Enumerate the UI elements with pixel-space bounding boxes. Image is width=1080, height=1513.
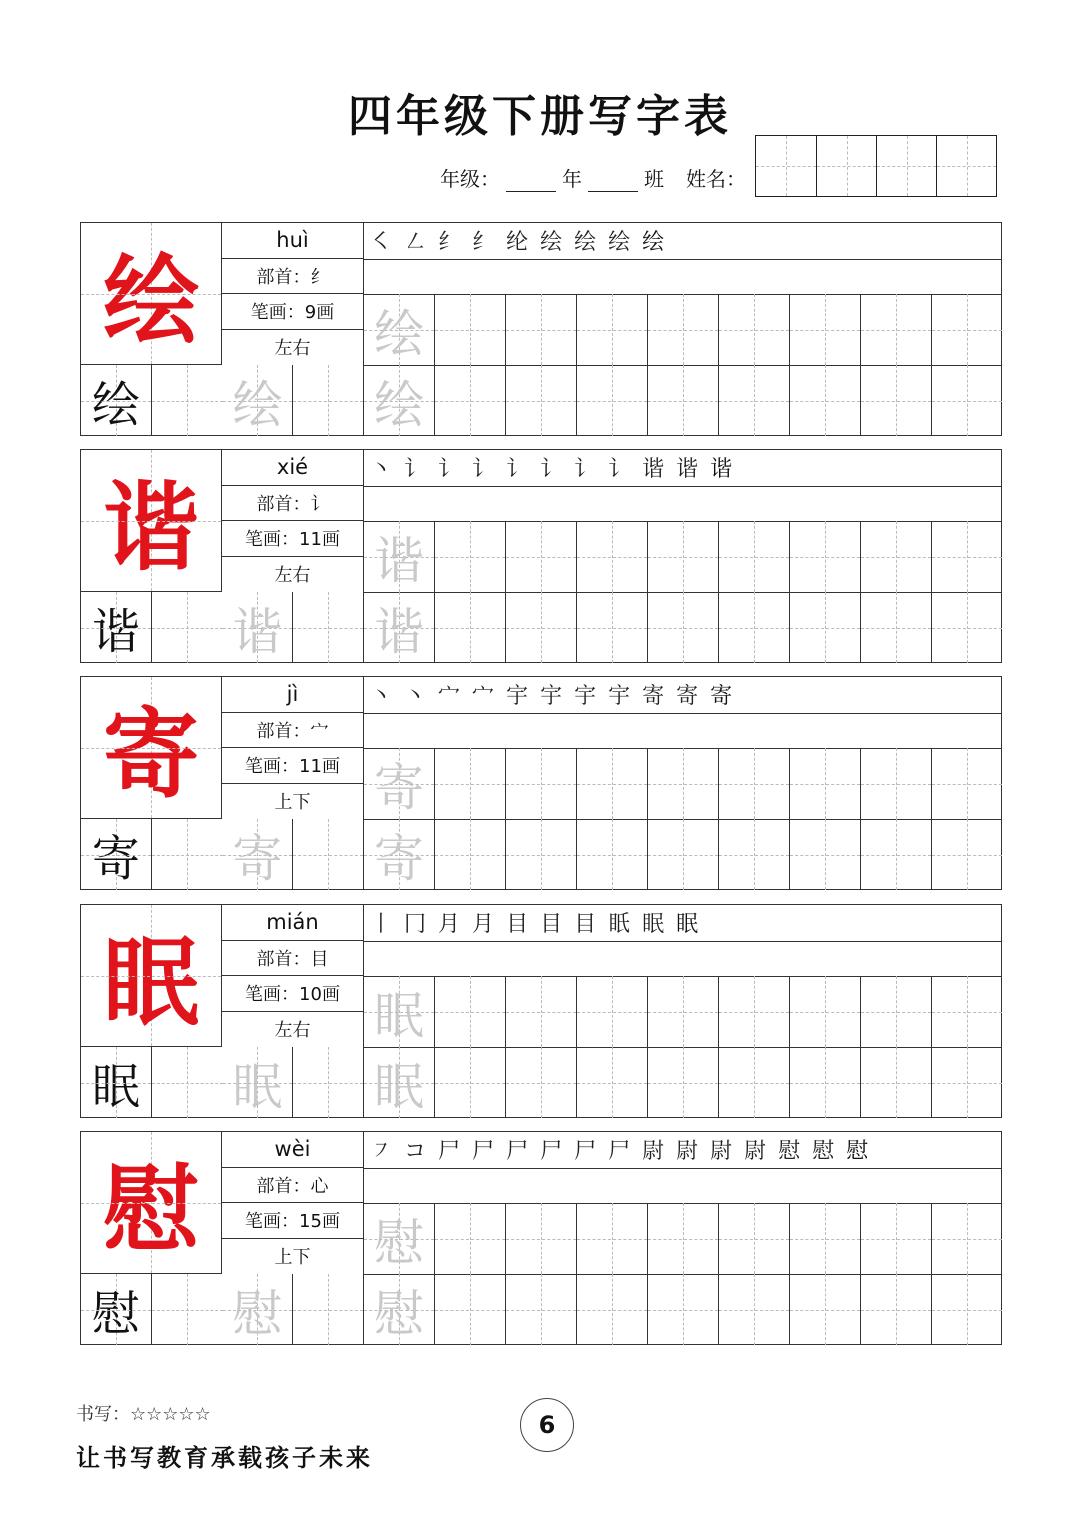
character-block: [80, 222, 1002, 436]
model-character: 慰: [103, 1154, 199, 1266]
practice-cell[interactable]: [293, 592, 364, 663]
practice-cell[interactable]: [364, 365, 435, 436]
trace-character: 寄: [374, 829, 424, 888]
practice-cell[interactable]: [648, 592, 719, 663]
character-info: [222, 450, 364, 592]
radical: 部首：宀: [222, 713, 363, 749]
stroke-step: ㇛: [370, 230, 393, 256]
practice-cell[interactable]: [790, 365, 861, 436]
stroke-step: 谐: [676, 457, 699, 483]
model-row: [81, 819, 364, 890]
character-info: [222, 1132, 364, 1274]
model-character-box: [81, 223, 222, 365]
stroke-step: 眂: [608, 912, 631, 938]
student-info-line: [440, 160, 746, 192]
practice-cell[interactable]: [790, 1203, 861, 1274]
stroke-step: 讠: [472, 457, 495, 483]
practice-cell[interactable]: [861, 1203, 932, 1274]
writing-rating: 书写：☆☆☆☆☆: [76, 1404, 211, 1425]
practice-cell[interactable]: [506, 1047, 577, 1118]
blank-line[interactable]: [364, 713, 1001, 750]
practice-cell[interactable]: [719, 748, 790, 819]
stroke-step: 眠: [676, 912, 699, 938]
practice-cell[interactable]: [932, 1274, 1002, 1345]
stroke-count: 笔画：9画: [222, 294, 363, 330]
pinyin: xié: [222, 450, 363, 486]
practice-cell[interactable]: [861, 365, 932, 436]
practice-cell[interactable]: [435, 1203, 506, 1274]
trace-character: 眠: [232, 1057, 283, 1116]
practice-cell[interactable]: [223, 365, 294, 436]
practice-row: [364, 521, 1001, 593]
trace-character: 慰: [374, 1213, 424, 1272]
stroke-step: 纶: [506, 230, 529, 256]
practice-cell[interactable]: [506, 592, 577, 663]
stroke-step: 尸: [540, 1139, 563, 1165]
practice-row: [364, 748, 1001, 820]
practice-cell[interactable]: [932, 592, 1002, 663]
stroke-step: 讠: [608, 457, 631, 483]
stroke-step: 尸: [608, 1139, 631, 1165]
model-character-box: [81, 1132, 222, 1274]
stroke-step: 谐: [710, 457, 733, 483]
practice-cell[interactable]: [506, 365, 577, 436]
practice-cell[interactable]: [293, 1047, 364, 1118]
blank-line[interactable]: [364, 486, 1001, 523]
stroke-step: 慰: [846, 1139, 869, 1165]
model-character-box: [81, 905, 222, 1047]
practice-cell[interactable]: [719, 294, 790, 365]
stroke-step: 讠: [404, 457, 427, 483]
small-model-cell: [81, 819, 152, 890]
practice-cell[interactable]: [719, 1203, 790, 1274]
small-model-cell: [81, 592, 152, 663]
practice-cell[interactable]: [790, 976, 861, 1047]
character-block: [80, 904, 1002, 1118]
stroke-step: 丶: [404, 684, 427, 710]
practice-cell[interactable]: [577, 1203, 648, 1274]
practice-cell[interactable]: [719, 1274, 790, 1345]
practice-cell[interactable]: [293, 365, 364, 436]
practice-cell[interactable]: [435, 365, 506, 436]
stroke-step: 绘: [642, 230, 665, 256]
trace-character: 谐: [374, 531, 424, 590]
practice-cell[interactable]: [364, 819, 435, 890]
practice-cell[interactable]: [506, 976, 577, 1047]
stroke-step: 宇: [506, 684, 529, 710]
practice-row: [364, 1274, 1001, 1345]
practice-cell[interactable]: [364, 521, 435, 592]
practice-row: [364, 1047, 1001, 1118]
practice-cell[interactable]: [223, 592, 294, 663]
character-block: [80, 1131, 1002, 1345]
small-model-character: 绘: [91, 377, 140, 433]
practice-cell[interactable]: [648, 819, 719, 890]
practice-cell[interactable]: [435, 521, 506, 592]
stroke-step: 宀: [438, 684, 461, 710]
practice-cell[interactable]: [435, 748, 506, 819]
stroke-step: 寄: [642, 684, 665, 710]
stroke-step: 冂: [404, 912, 427, 938]
radical: 部首：纟: [222, 259, 363, 295]
stroke-step: 讠: [540, 457, 563, 483]
practice-cell[interactable]: [435, 1047, 506, 1118]
model-row: [81, 592, 364, 663]
stroke-count: 笔画：11画: [222, 748, 363, 784]
practice-cell[interactable]: [648, 294, 719, 365]
practice-cell[interactable]: [790, 592, 861, 663]
stroke-step: 宇: [608, 684, 631, 710]
trace-character: 寄: [374, 758, 424, 817]
year-label: 年: [562, 167, 582, 191]
practice-cell[interactable]: [861, 294, 932, 365]
practice-cell[interactable]: [719, 365, 790, 436]
small-model-character: 眠: [91, 1059, 140, 1115]
radical: 部首：讠: [222, 486, 363, 522]
practice-cell[interactable]: [861, 1274, 932, 1345]
model-character: 谐: [103, 472, 199, 584]
stroke-step: ㇜: [404, 230, 427, 256]
structure: 上下: [274, 1247, 311, 1269]
blank-line[interactable]: [364, 1168, 1001, 1205]
stroke-step: 丶: [370, 684, 393, 710]
practice-cell[interactable]: [790, 1047, 861, 1118]
name-cell[interactable]: [936, 136, 996, 196]
practice-cell[interactable]: [223, 1047, 294, 1118]
trace-character: 绘: [374, 304, 424, 363]
practice-row: [364, 819, 1001, 890]
practice-cell[interactable]: [932, 294, 1002, 365]
practice-cell[interactable]: [719, 819, 790, 890]
practice-cell[interactable]: [790, 819, 861, 890]
stroke-step: 眠: [642, 912, 665, 938]
small-model-cell: [81, 1047, 152, 1118]
practice-cell[interactable]: [932, 1203, 1002, 1274]
practice-cell[interactable]: [790, 294, 861, 365]
practice-cell[interactable]: [648, 1047, 719, 1118]
class-blank[interactable]: [588, 169, 638, 192]
practice-cell[interactable]: [364, 294, 435, 365]
stroke-step: 绘: [574, 230, 597, 256]
practice-row: [364, 1203, 1001, 1275]
stroke-step: 讠: [574, 457, 597, 483]
small-model-character: 慰: [91, 1286, 140, 1342]
radical: 部首：目: [222, 941, 363, 977]
practice-cell[interactable]: [435, 592, 506, 663]
stroke-order: [364, 677, 1001, 714]
practice-cell[interactable]: [577, 976, 648, 1047]
practice-cell[interactable]: [577, 1274, 648, 1345]
practice-cell[interactable]: [719, 521, 790, 592]
radical: 部首：心: [222, 1168, 363, 1204]
practice-cell[interactable]: [506, 1203, 577, 1274]
practice-cell[interactable]: [506, 819, 577, 890]
stroke-step: 纟: [472, 230, 495, 256]
stroke-step: 尸: [472, 1139, 495, 1165]
model-character: 眠: [103, 927, 199, 1039]
stroke-step: 慰: [778, 1139, 801, 1165]
character-info: [222, 223, 364, 365]
stroke-step: 尸: [438, 1139, 461, 1165]
practice-cell[interactable]: [719, 1047, 790, 1118]
practice-cell[interactable]: [719, 592, 790, 663]
practice-cell[interactable]: [577, 748, 648, 819]
practice-cell[interactable]: [223, 819, 294, 890]
practice-cell[interactable]: [293, 1274, 364, 1345]
practice-cell[interactable]: [932, 1047, 1002, 1118]
stroke-order: [364, 1132, 1001, 1169]
stroke-step: 丶: [370, 457, 393, 483]
practice-cell[interactable]: [648, 521, 719, 592]
model-character: 绘: [103, 245, 199, 357]
stroke-step: 尸: [506, 1139, 529, 1165]
stroke-step: 宇: [540, 684, 563, 710]
trace-character: 眠: [374, 1057, 424, 1116]
practice-cell[interactable]: [364, 1203, 435, 1274]
trace-character: 绘: [232, 375, 283, 434]
class-label: 班: [644, 167, 664, 191]
grade-blank[interactable]: [506, 169, 556, 192]
stroke-step: 宇: [574, 684, 597, 710]
structure: 上下: [274, 792, 311, 814]
stroke-order: [364, 905, 1001, 942]
name-cell[interactable]: [876, 136, 936, 196]
stroke-count: 笔画：15画: [222, 1203, 363, 1239]
structure: 左右: [274, 565, 311, 587]
practice-cell[interactable]: [648, 1203, 719, 1274]
trace-character: 谐: [232, 602, 283, 661]
pinyin: wèi: [222, 1132, 363, 1168]
practice-cell[interactable]: [364, 976, 435, 1047]
trace-character: 寄: [232, 829, 283, 888]
practice-cell[interactable]: [506, 294, 577, 365]
stroke-step: 寄: [710, 684, 733, 710]
stroke-step: 月: [472, 912, 495, 938]
practice-cell[interactable]: [152, 1274, 223, 1345]
practice-cell[interactable]: [577, 521, 648, 592]
small-model-cell: [81, 1274, 152, 1345]
stroke-step: 目: [506, 912, 529, 938]
stroke-step: 尉: [710, 1139, 733, 1165]
practice-cell[interactable]: [435, 976, 506, 1047]
pinyin: huì: [222, 223, 363, 259]
page-title: 四年级下册写字表: [348, 91, 732, 142]
model-row: [81, 1047, 364, 1118]
stroke-order: [364, 450, 1001, 487]
practice-row: [364, 294, 1001, 366]
model-row: [81, 365, 364, 436]
stroke-step: 讠: [506, 457, 529, 483]
practice-row: [364, 365, 1001, 436]
page-number: 6: [520, 1398, 574, 1452]
small-model-cell: [81, 365, 152, 436]
stroke-count: 笔画：11画: [222, 521, 363, 557]
stroke-step: 尉: [676, 1139, 699, 1165]
structure: 左右: [274, 1020, 311, 1042]
stroke-step: 目: [574, 912, 597, 938]
practice-cell[interactable]: [152, 1047, 223, 1118]
practice-cell[interactable]: [152, 365, 223, 436]
blank-line[interactable]: [364, 259, 1001, 296]
practice-cell[interactable]: [364, 748, 435, 819]
practice-cell[interactable]: [293, 819, 364, 890]
practice-cell[interactable]: [435, 819, 506, 890]
grade-label: 年级：: [440, 167, 500, 191]
practice-cell[interactable]: [364, 1274, 435, 1345]
practice-cell[interactable]: [719, 976, 790, 1047]
practice-cell[interactable]: [577, 1047, 648, 1118]
practice-cell[interactable]: [932, 819, 1002, 890]
pinyin: jì: [222, 677, 363, 713]
name-cell[interactable]: [756, 136, 816, 196]
practice-cell[interactable]: [932, 365, 1002, 436]
stroke-order: [364, 223, 1001, 260]
name-label: 姓名：: [686, 167, 746, 191]
small-model-character: 谐: [91, 604, 140, 660]
practice-cell[interactable]: [648, 1274, 719, 1345]
slogan: 让书写教育承载孩子未来: [76, 1443, 373, 1472]
stroke-step: 绘: [608, 230, 631, 256]
practice-cell[interactable]: [648, 365, 719, 436]
practice-cell[interactable]: [861, 976, 932, 1047]
practice-cell[interactable]: [152, 592, 223, 663]
pinyin: mián: [222, 905, 363, 941]
practice-cell[interactable]: [790, 1274, 861, 1345]
stroke-step: 目: [540, 912, 563, 938]
character-block: [80, 676, 1002, 890]
practice-cell[interactable]: [932, 521, 1002, 592]
practice-cell[interactable]: [435, 1274, 506, 1345]
stroke-step: 月: [438, 912, 461, 938]
practice-cell[interactable]: [790, 748, 861, 819]
practice-cell[interactable]: [506, 521, 577, 592]
stroke-step: 尸: [574, 1139, 597, 1165]
model-character-box: [81, 677, 222, 819]
practice-cell[interactable]: [932, 748, 1002, 819]
practice-cell[interactable]: [435, 294, 506, 365]
practice-cell[interactable]: [861, 819, 932, 890]
trace-character: 眠: [374, 986, 424, 1045]
stroke-step: 绘: [540, 230, 563, 256]
practice-cell[interactable]: [506, 1274, 577, 1345]
structure: 左右: [274, 338, 311, 360]
stroke-step: コ: [404, 1139, 427, 1165]
practice-row: [364, 592, 1001, 663]
practice-cell[interactable]: [861, 592, 932, 663]
name-cell[interactable]: [816, 136, 876, 196]
name-grid[interactable]: [755, 135, 997, 197]
practice-cell[interactable]: [506, 748, 577, 819]
practice-cell[interactable]: [790, 521, 861, 592]
stroke-step: 宀: [472, 684, 495, 710]
stroke-step: ㇇: [370, 1139, 393, 1165]
stroke-step: 讠: [438, 457, 461, 483]
practice-cell[interactable]: [223, 1274, 294, 1345]
model-character: 寄: [103, 699, 199, 811]
practice-cell[interactable]: [577, 592, 648, 663]
stroke-step: 谐: [642, 457, 665, 483]
practice-cell[interactable]: [648, 976, 719, 1047]
character-info: [222, 677, 364, 819]
stroke-step: 尉: [642, 1139, 665, 1165]
trace-character: 绘: [374, 375, 424, 434]
small-model-character: 寄: [91, 831, 140, 887]
trace-character: 慰: [232, 1284, 283, 1343]
trace-character: 慰: [374, 1284, 424, 1343]
stroke-step: 纟: [438, 230, 461, 256]
model-row: [81, 1274, 364, 1345]
blank-line[interactable]: [364, 941, 1001, 978]
practice-cell[interactable]: [861, 521, 932, 592]
stroke-step: 丨: [370, 912, 393, 938]
character-info: [222, 905, 364, 1047]
practice-cell[interactable]: [861, 748, 932, 819]
trace-character: 谐: [374, 602, 424, 661]
practice-cell[interactable]: [861, 1047, 932, 1118]
practice-cell[interactable]: [577, 819, 648, 890]
practice-cell[interactable]: [364, 592, 435, 663]
practice-cell[interactable]: [364, 1047, 435, 1118]
practice-cell[interactable]: [932, 976, 1002, 1047]
stroke-step: 寄: [676, 684, 699, 710]
character-block: [80, 449, 1002, 663]
practice-cell[interactable]: [648, 748, 719, 819]
practice-cell[interactable]: [577, 365, 648, 436]
stroke-count: 笔画：10画: [222, 976, 363, 1012]
practice-row: [364, 976, 1001, 1048]
stroke-step: 慰: [812, 1139, 835, 1165]
practice-cell[interactable]: [577, 294, 648, 365]
model-character-box: [81, 450, 222, 592]
practice-cell[interactable]: [152, 819, 223, 890]
stroke-step: 尉: [744, 1139, 767, 1165]
